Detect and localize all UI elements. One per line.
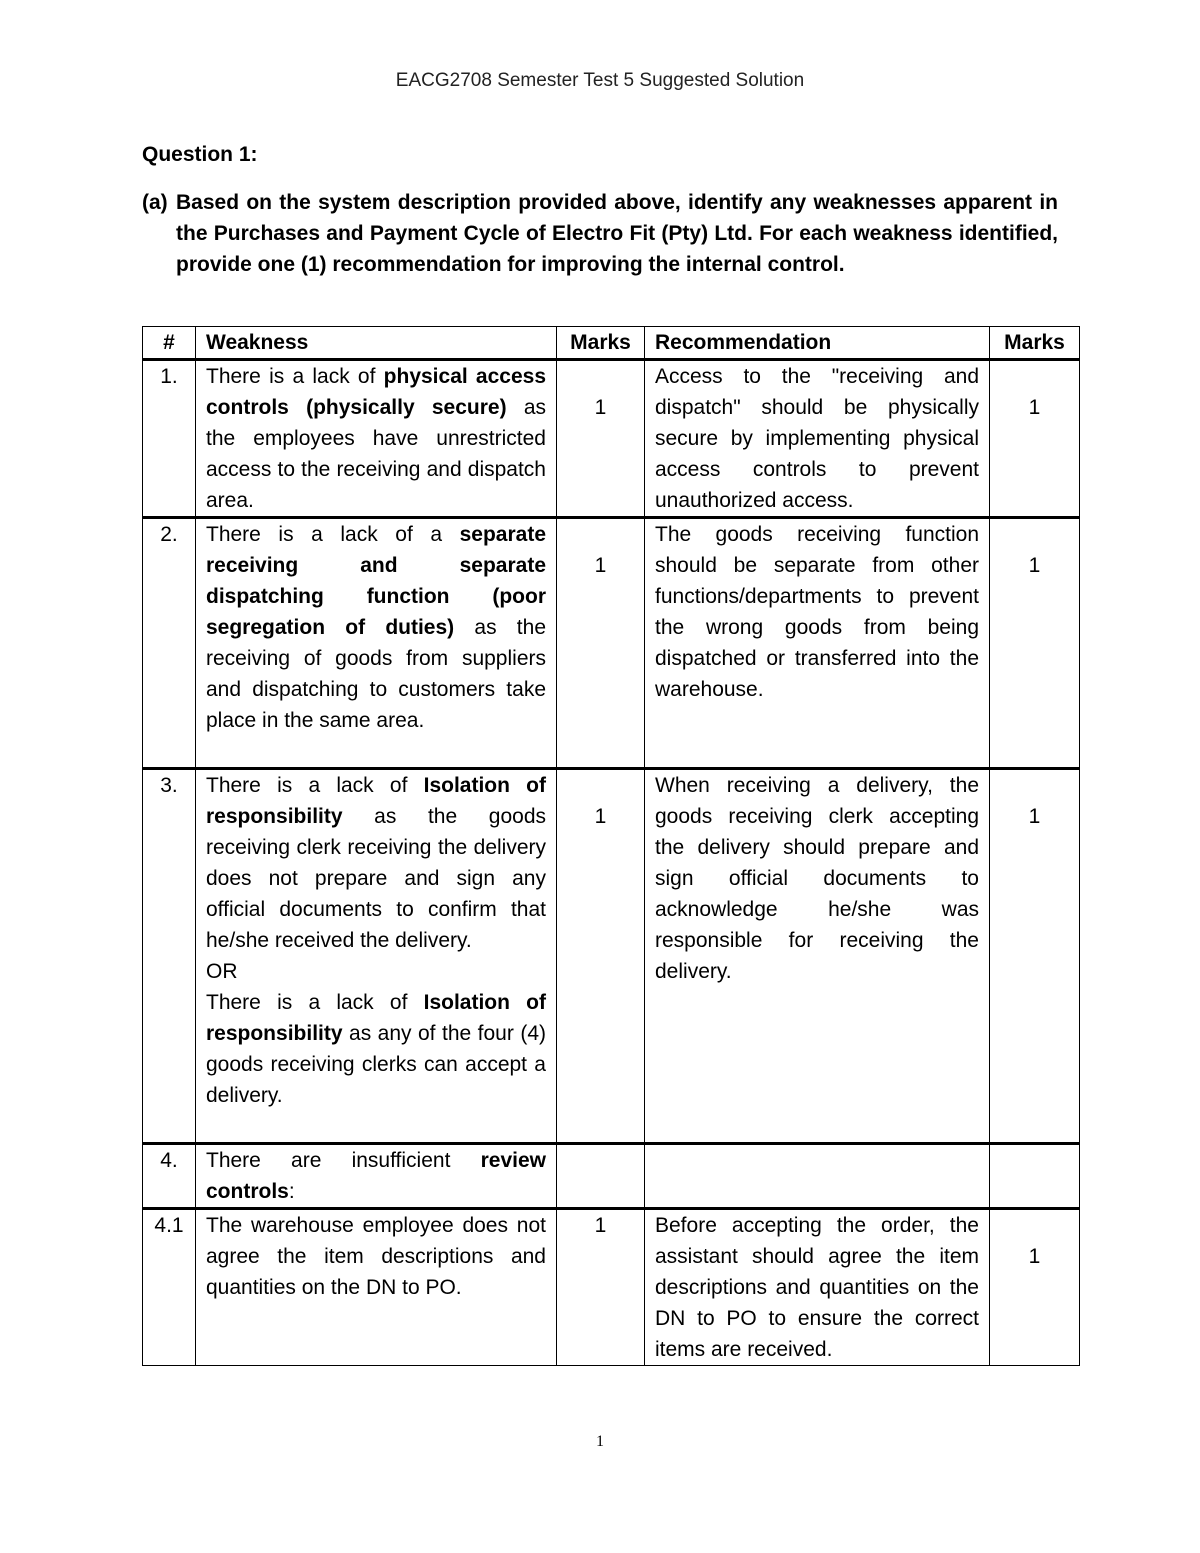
weakness-text: as the receiving of goods from suppliers and dispatching to customers take place in the same area. — [206, 616, 546, 732]
weakness-paragraph — [206, 987, 546, 1111]
header-recommendation: Recommendation — [645, 327, 990, 360]
row-recommendation: When receiving a delivery, the goods receiving clerk accepting the delivery should prepare and sign official documents to acknowledge he/she was responsible for receiving the delivery. — [645, 769, 990, 1144]
table-row — [143, 1209, 1080, 1366]
question-part — [142, 187, 1058, 280]
weakness-text: There are insufficient — [206, 1149, 481, 1172]
row-num: 3. — [143, 769, 196, 1144]
weakness-paragraph — [206, 770, 546, 956]
row-num: 4.1 — [143, 1209, 196, 1366]
weakness-text: : — [288, 1180, 295, 1203]
header-weakness: Weakness — [196, 327, 557, 360]
weakness-keyword: review controls — [206, 1149, 546, 1203]
row-num: 1. — [143, 360, 196, 518]
row-marks-weakness: 1 — [557, 769, 645, 1144]
weakness-keyword: Isolation of responsibility — [206, 991, 546, 1045]
row-marks-recommendation: 1 — [990, 769, 1080, 1144]
weakness-text: as the employees have unrestricted access to the receiving and dispatch area. — [206, 396, 546, 512]
table-row — [143, 1144, 1080, 1209]
weakness-text: There is a lack of a — [206, 523, 460, 546]
weakness-text: There is a lack of — [206, 991, 424, 1014]
row-weakness — [196, 518, 557, 769]
row-marks-recommendation: 1 — [990, 518, 1080, 769]
header-marks-weakness: Marks — [557, 327, 645, 360]
weakness-text: as any of the four (4) goods receiving clerks can accept a delivery. — [206, 1022, 546, 1107]
row-num: 4. — [143, 1144, 196, 1209]
table-row — [143, 518, 1080, 769]
row-recommendation: Before accepting the order, the assistant should agree the item descriptions and quantities on the DN to PO to ensure the correct items are received. — [645, 1209, 990, 1366]
weakness-text: There is a lack of — [206, 774, 424, 797]
weakness-keyword: separate receiving and separate dispatching function (poor segregation of duties) — [206, 523, 546, 639]
table-row — [143, 360, 1080, 518]
weakness-keyword: physical access controls (physically secure) — [206, 365, 547, 419]
weakness-text: There is a lack of — [206, 365, 384, 388]
row-marks-recommendation: 1 — [990, 1209, 1080, 1366]
row-weakness — [196, 769, 557, 1144]
weakness-text: as the goods receiving clerk receiving the delivery does not prepare and sign any official documents to confirm that he/she received the delivery. — [206, 805, 546, 952]
header-marks-recommendation: Marks — [990, 327, 1080, 360]
row-recommendation: Access to the "receiving and dispatch" should be physically secure by implementing physical access controls to prevent unauthorized access. — [645, 360, 990, 518]
row-num: 2. — [143, 518, 196, 769]
row-recommendation: The goods receiving function should be separate from other functions/departments to prevent the wrong goods from being dispatched or transferred into the warehouse. — [645, 518, 990, 769]
row-marks-recommendation — [990, 1144, 1080, 1209]
row-marks-recommendation: 1 — [990, 360, 1080, 518]
row-marks-weakness: 1 — [557, 518, 645, 769]
row-weakness — [196, 360, 557, 518]
header-num: # — [143, 327, 196, 360]
page-number: 1 — [596, 1433, 604, 1450]
weakness-keyword: Isolation of responsibility — [206, 774, 546, 828]
row-marks-weakness: 1 — [557, 360, 645, 518]
table-row — [143, 769, 1080, 1144]
question-part-label: (a) — [142, 191, 168, 214]
row-recommendation — [645, 1144, 990, 1209]
question-title: Question 1: — [142, 143, 258, 166]
row-marks-weakness — [557, 1144, 645, 1209]
row-marks-weakness: 1 — [557, 1209, 645, 1366]
question-part-text: Based on the system description provided above, identify any weaknesses apparent in the Purchases and Payment Cycle of Electro Fit (Pty) Ltd. For each weakness identified, provide one (1) recommendation for improving the internal control. — [176, 191, 1058, 276]
table-header-row — [143, 327, 1080, 360]
page-header: EACG2708 Semester Test 5 Suggested Solution — [395, 70, 805, 91]
weakness-or: OR — [206, 960, 238, 983]
row-weakness: The warehouse employee does not agree the item descriptions and quantities on the DN to PO. — [196, 1209, 557, 1366]
row-weakness — [196, 1144, 557, 1209]
solution-table — [142, 326, 1080, 1366]
